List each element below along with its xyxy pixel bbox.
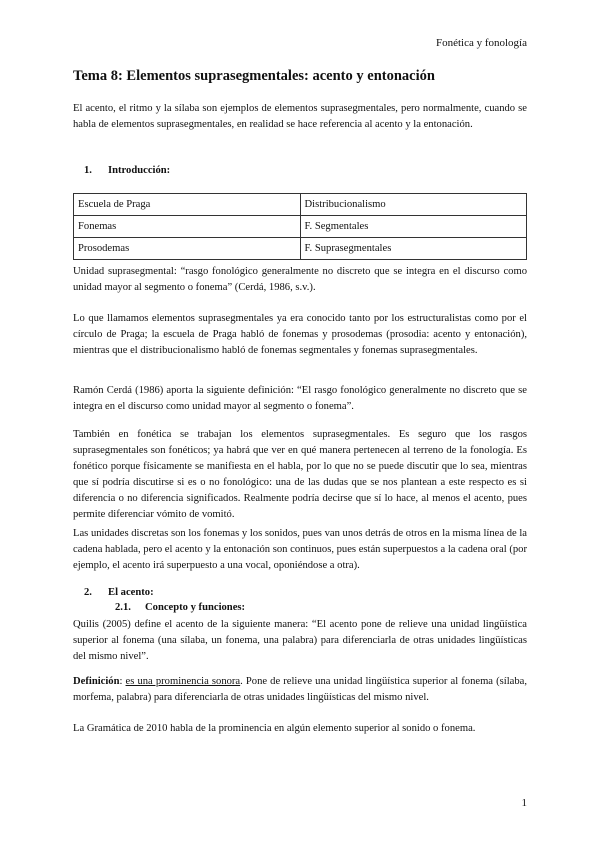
table-cell: Fonemas	[74, 216, 301, 238]
section-number: 1.	[84, 165, 92, 176]
running-header: Fonética y fonología	[435, 37, 527, 49]
table-row	[74, 194, 527, 216]
page-number: 1	[521, 797, 527, 809]
section-number: 2.1.	[115, 602, 131, 613]
section-title: Concepto y funciones:	[145, 602, 246, 613]
table-cell: Distribucionalismo	[300, 194, 527, 216]
table-row	[74, 238, 527, 260]
subsection-heading-concepto	[115, 602, 245, 613]
definition-underlined: es una prominencia sonora	[125, 676, 241, 687]
definition-paragraph	[73, 674, 527, 706]
paragraph: Ramón Cerdá (1986) aporta la siguiente definición: “El rasgo fonológico generalmente no discreto que se integra en el discurso como unidad mayor al segmento o fonema”.	[73, 385, 527, 412]
paragraph: Las unidades discretas son los fonemas y los sonidos, pues van unos detrás de otros en la misma línea de la cadena hablada, pero el acento y la entonación son continuos, pues están superpuestos a la cadena oral (por ejemplo, el acento irá superpuesto a una vocal, oponiéndose a otra).	[73, 528, 527, 571]
page-title: Tema 8: Elementos suprasegmentales: acento y entonación	[73, 68, 435, 84]
definition-rest: . Pone de relieve una unidad lingüística superior al fonema (sílaba, morfema, palabra) para diferenciarla de otras unidades lingüísticas del mismo nivel.	[73, 676, 527, 703]
section-title: Introducción:	[108, 165, 171, 176]
quilis-paragraph: Quilis (2005) define el acento de la siguiente manera: “El acento pone de relieve una unidad lingüística superior al fonema (una sílaba, un fonema, una palabra) para diferenciarla de otras unidades lingüísticas del mismo nivel”.	[73, 619, 527, 662]
table-row	[74, 216, 527, 238]
table-cell: Escuela de Praga	[74, 194, 301, 216]
paragraph: Lo que llamamos elementos suprasegmentales ya era conocido tanto por los estructuralistas como por el círculo de Praga; la escuela de Praga habló de fonemas y prosodemas (prosodia: acento y entonación), mientras que el distribucionalismo habló de fonemas segmentales y fonemas suprasegmentales.	[73, 313, 527, 356]
definition-label: Definición	[73, 676, 120, 687]
section-title: El acento:	[108, 587, 154, 598]
table-cell: F. Suprasegmentales	[300, 238, 527, 260]
paragraph: Unidad suprasegmental: “rasgo fonológico generalmente no discreto que se integra en el discurso como unidad mayor al segmento o fonema” (Cerdá, 1986, s.v.).	[73, 266, 527, 293]
table-cell: F. Segmentales	[300, 216, 527, 238]
intro-paragraph: El acento, el ritmo y la sílaba son ejemplos de elementos suprasegmentales, pero normalmente, cuando se habla de elementos suprasegmentales, en realidad se hace referencia al acento y la entonación.	[73, 103, 527, 130]
definition-colon: :	[119, 676, 126, 687]
table-cell: Prosodemas	[74, 238, 301, 260]
paragraph: También en fonética se trabajan los elementos suprasegmentales. Es seguro que los rasgos suprasegmentales son fonéticos; ya habrá que ver en qué manera pertenecen al terreno de la fonología. Es fonético porque físicamente se manifiesta en el habla, por lo que no se puede discutir que lo sea, mientras que sí podría discutirse si es o no fonológico: una de las dudas que se nos plantean a este respecto es si diferencia o no diferencia significados. Realmente podría decirse que sí lo hace, al menos el acento, pues permite diferenciar vómito de vomitó.	[73, 429, 527, 520]
section-heading-acento	[84, 587, 154, 598]
section-number: 2.	[84, 587, 92, 598]
gramatica-paragraph: La Gramática de 2010 habla de la prominencia en algún elemento superior al sonido o fonema.	[73, 723, 476, 734]
comparison-table	[73, 193, 527, 260]
section-heading-introduccion	[84, 165, 170, 176]
